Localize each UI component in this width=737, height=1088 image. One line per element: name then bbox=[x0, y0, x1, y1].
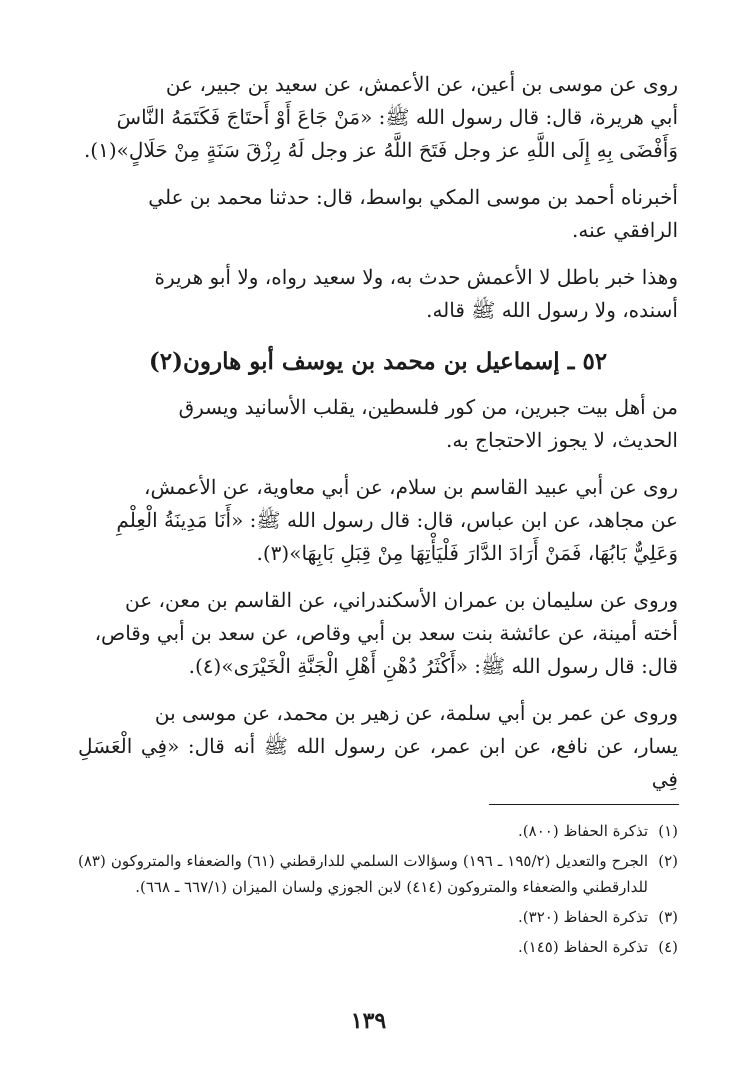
text-line: وهذا خبر باطل لا الأعمش حدث به، ولا سعيد رواه، ولا أبو هريرة bbox=[154, 265, 678, 289]
section-heading: ٥٢ ـ إسماعيل بن محمد بن يوسف أبو هارون(٢) bbox=[148, 348, 608, 375]
paragraph-4 bbox=[78, 391, 678, 457]
text-line: يسار، عن نافع، عن ابن عمر، عن رسول الله ﷺ أنه قال: «فِي الْعَسَلِ فِي bbox=[78, 734, 678, 791]
text-line: وروى عن عمر بن أبي سلمة، عن زهير بن محمد، عن موسى بن bbox=[154, 701, 678, 725]
footnote-item bbox=[78, 848, 678, 900]
text-line: عن مجاهد، عن ابن عباس، قال: قال رسول الله ﷺ: «أَنَا مَدِينَةُ الْعِلْمِ bbox=[116, 508, 678, 532]
paragraph-6 bbox=[78, 584, 678, 683]
page-number: ١٣٩ bbox=[350, 1008, 387, 1034]
footnote-text: تذكرة الحفاظ (٨٠٠). bbox=[518, 822, 648, 840]
text-line: قال: قال رسول الله ﷺ: «أَكْثَرُ دُهْنِ أَهْلِ الْجَنَّةِ الْخَيْرَى»(٤). bbox=[188, 654, 678, 678]
text-line: أبي هريرة، قال: قال رسول الله ﷺ: «مَنْ جَاعَ أَوْ أَحتَاجَ فَكَتَمَهُ النَّاسَ bbox=[116, 105, 678, 129]
footnote-item bbox=[78, 934, 678, 960]
text-line: من أهل بيت جبرين، من كور فلسطين، يقلب الأسانيد ويسرق bbox=[178, 395, 678, 419]
text-line: الرافقي عنه. bbox=[572, 218, 678, 242]
paragraph-2 bbox=[78, 181, 678, 247]
footnote-text: تذكرة الحفاظ (١٤٥). bbox=[518, 938, 648, 956]
text-line: وَأَفْضَى بِهِ إِلَى اللَّهِ عز وجل فَتَحَ اللَّهُ عز وجل لَهُ رِزْقَ سَنَةٍ مِنْ حَلَالٍ»(١). bbox=[83, 138, 678, 162]
footnote-number: (٣) bbox=[658, 908, 678, 926]
text-line: وروى عن سليمان بن عمران الأسكندراني، عن القاسم بن معن، عن bbox=[125, 588, 678, 612]
text-line: أخبرناه أحمد بن موسى المكي بواسط، قال: حدثنا محمد بن علي bbox=[148, 185, 678, 209]
text-line: وَعَلِيٌّ بَابُهَا، فَمَنْ أَرَادَ الدَّارَ فَلْيَأْتِهَا مِنْ قِبَلِ بَابِهَا»(٣). bbox=[256, 541, 678, 565]
footnote-item bbox=[78, 818, 678, 844]
footnote-text: تذكرة الحفاظ (٣٢٠). bbox=[518, 908, 648, 926]
paragraph-3 bbox=[78, 261, 678, 327]
footnotes bbox=[78, 818, 678, 964]
paragraph-7 bbox=[78, 697, 678, 796]
footnote-divider bbox=[489, 804, 679, 805]
main-text bbox=[78, 68, 678, 810]
text-line: الحديث، لا يجوز الاحتجاج به. bbox=[446, 428, 678, 452]
footnote-text: الجرح والتعديل (١٩٥/٢ ـ ١٩٦) وسؤالات السلمي للدارقطني (٦١) والضعفاء والمتروكون (٨٣) للدارقطني والضعفاء والمتروكون (٤١٤) لابن الجوزي ولسان الميزان (٦٦٧/١ ـ ٦٦٨). bbox=[78, 852, 648, 896]
paragraph-1 bbox=[78, 68, 678, 167]
text-line: أسنده، ولا رسول الله ﷺ قاله. bbox=[426, 298, 678, 322]
footnote-number: (١) bbox=[658, 822, 678, 840]
text-line: روى عن أبي عبيد القاسم بن سلام، عن أبي معاوية، عن الأعمش، bbox=[144, 475, 678, 499]
footnote-number: (٢) bbox=[658, 852, 678, 870]
paragraph-5 bbox=[78, 471, 678, 570]
footnote-item bbox=[78, 904, 678, 930]
text-line: أخته أمينة، عن عائشة بنت سعد بن أبي وقاص، عن سعد بن أبي وقاص، bbox=[94, 621, 678, 645]
footnote-number: (٤) bbox=[658, 938, 678, 956]
text-line: روى عن موسى بن أعين، عن الأعمش، عن سعيد بن جبير، عن bbox=[165, 72, 678, 96]
